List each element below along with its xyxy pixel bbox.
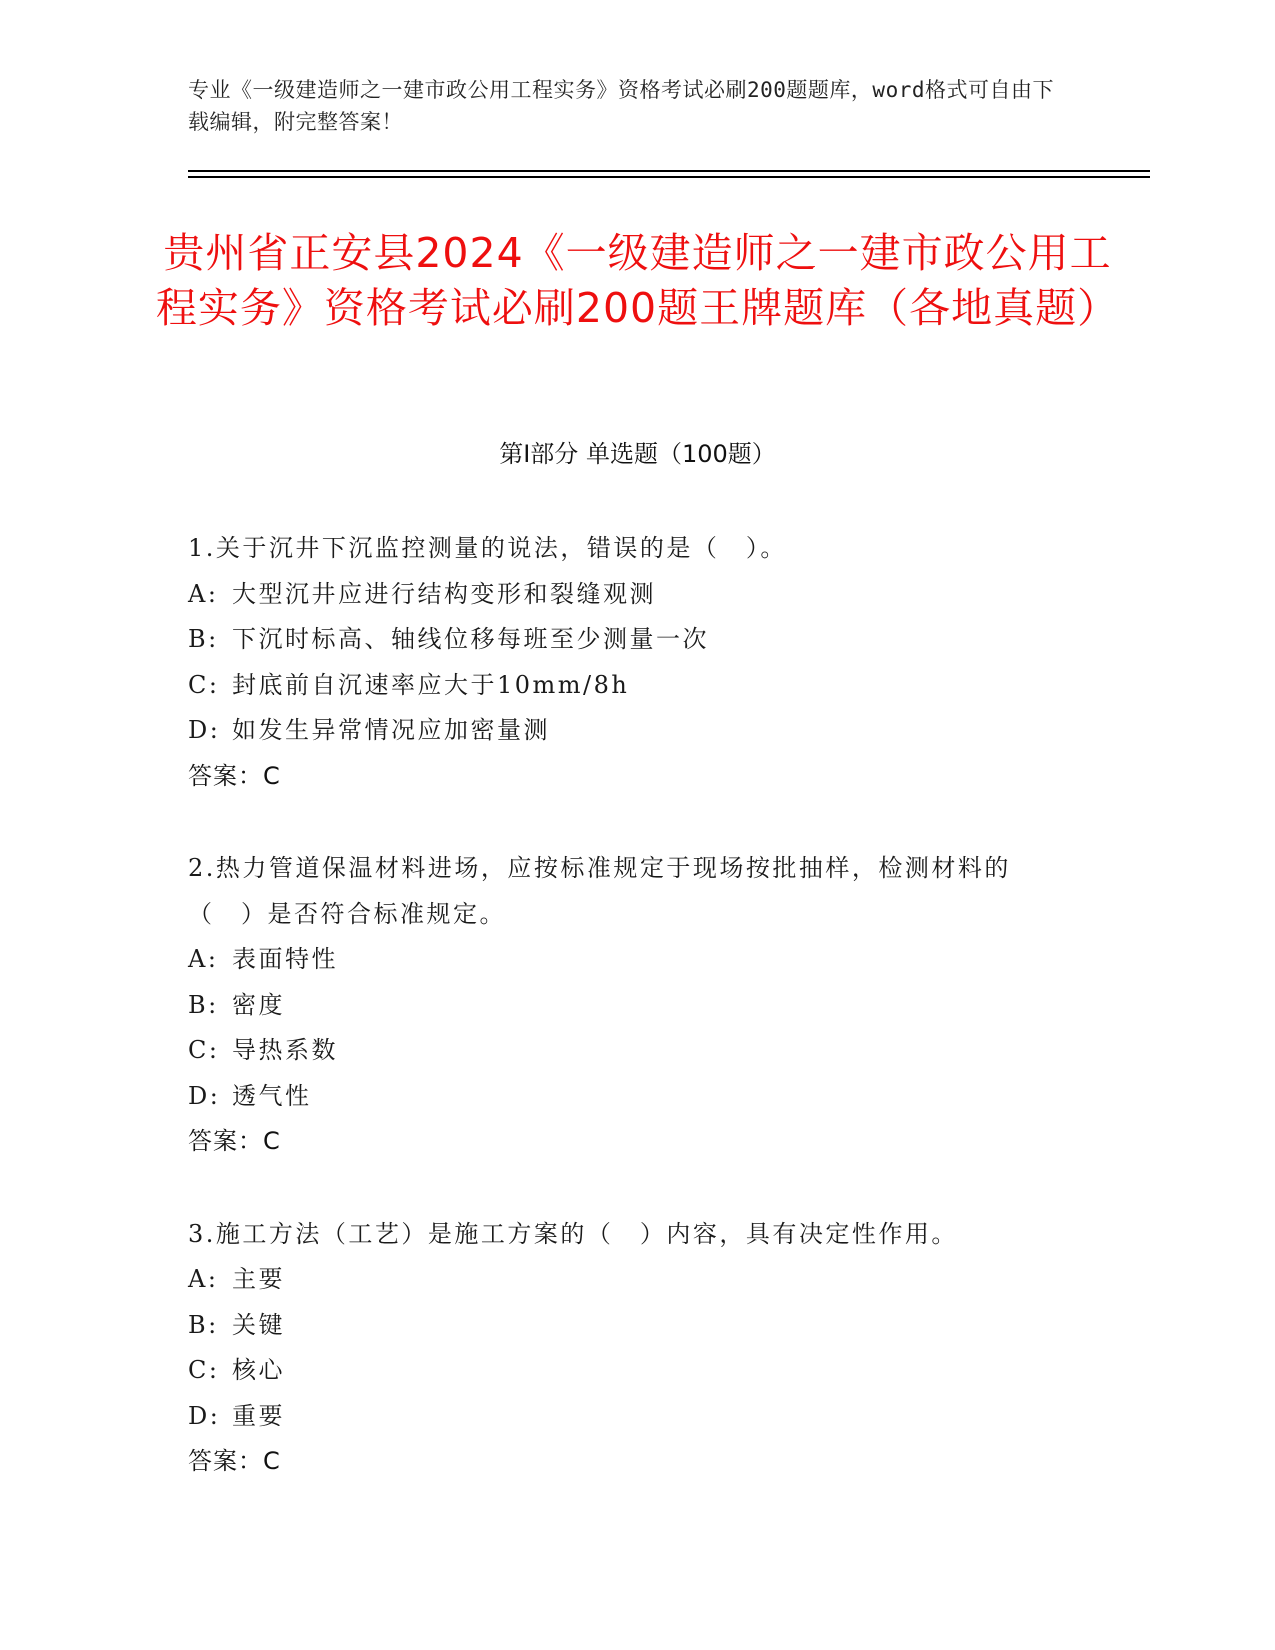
header-divider-bottom — [188, 176, 1150, 178]
section-heading: 第Ⅰ部分 单选题（100题） — [499, 440, 776, 468]
option-c — [188, 663, 1088, 709]
option-text: 大型沉井应进行结构变形和裂缝观测 — [232, 579, 656, 608]
option-b — [188, 1303, 1088, 1349]
option-letter: A: — [188, 1265, 219, 1293]
option-letter: C: — [188, 1356, 220, 1384]
question-stem: 3.施工方法（工艺）是施工方案的（ ）内容，具有决定性作用。 — [188, 1219, 958, 1248]
option-letter: D: — [188, 1401, 221, 1430]
question-3 — [188, 1212, 1088, 1485]
header-note: 专业《一级建造师之一建市政公用工程实务》资格考试必刷200题题库，word格式可自由下载编辑，附完整答案！ — [188, 78, 1054, 134]
option-text: 表面特性 — [232, 945, 338, 973]
option-text: 封底前自沉速率应大于10mm/8h — [232, 670, 630, 699]
question-list — [188, 526, 1088, 1532]
option-d — [188, 1394, 1088, 1440]
option-a — [188, 572, 1088, 618]
option-text: 核心 — [232, 1356, 285, 1384]
option-letter: D: — [188, 716, 221, 744]
answer: 答案：C — [188, 761, 281, 790]
question-2 — [188, 846, 1088, 1165]
option-a — [188, 937, 1088, 983]
option-text: 主要 — [232, 1265, 285, 1293]
option-letter: C: — [188, 670, 220, 699]
option-text: 关键 — [232, 1310, 285, 1339]
option-d — [188, 708, 1088, 754]
option-text: 透气性 — [232, 1081, 312, 1110]
answer: 答案：C — [188, 1127, 281, 1155]
option-b — [188, 983, 1088, 1029]
option-b — [188, 617, 1088, 663]
header-divider-top — [188, 170, 1150, 172]
question-1 — [188, 526, 1088, 799]
option-text: 导热系数 — [232, 1036, 338, 1064]
option-letter: A: — [188, 579, 219, 608]
option-letter: B: — [188, 990, 219, 1019]
option-text: 密度 — [232, 990, 285, 1019]
option-c — [188, 1348, 1088, 1394]
document-title: 贵州省正安县2024《一级建造师之一建市政公用工程实务》资格考试必刷200题王牌题库（各地真题） — [155, 229, 1120, 332]
option-letter: B: — [188, 625, 219, 653]
option-c — [188, 1028, 1088, 1074]
option-text: 如发生异常情况应加密量测 — [232, 716, 550, 744]
option-letter: C: — [188, 1036, 220, 1064]
option-letter: A: — [188, 945, 219, 973]
option-a — [188, 1257, 1088, 1303]
option-letter: B: — [188, 1310, 219, 1339]
question-stem: 1.关于沉井下沉监控测量的说法，错误的是（ ）。 — [188, 534, 787, 562]
option-text: 重要 — [232, 1401, 285, 1430]
option-text: 下沉时标高、轴线位移每班至少测量一次 — [232, 625, 709, 653]
answer: 答案：C — [188, 1447, 281, 1475]
question-stem: 2.热力管道保温材料进场，应按标准规定于现场按批抽样，检测材料的（ ）是否符合标准规定。 — [188, 854, 1011, 928]
option-d — [188, 1074, 1088, 1120]
option-letter: D: — [188, 1081, 221, 1110]
